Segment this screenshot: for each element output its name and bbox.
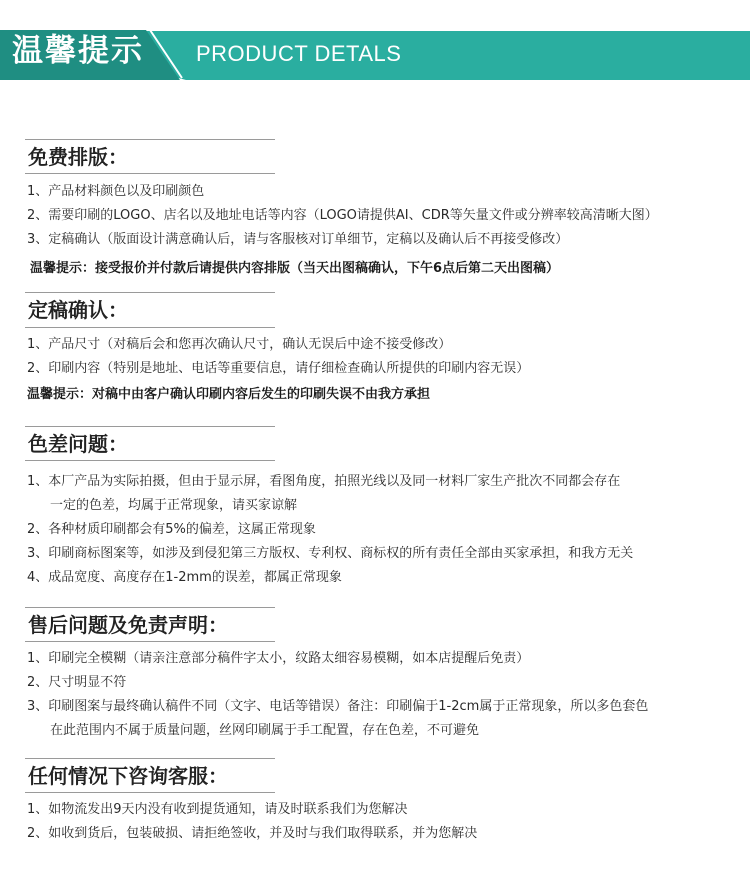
list-item: 1、本厂产品为实际拍摄，但由于显示屏，看图角度，拍照光线以及同一材料厂家生产批次不同都会存在 — [27, 474, 621, 489]
section-title-free-layout: 免费排版： — [28, 145, 128, 169]
list-item: 1、如物流发出9天内没有收到提货通知，请及时联系我们为您解决 — [27, 802, 408, 817]
section-divider — [25, 327, 275, 328]
list-item: 3、印刷商标图案等，如涉及到侵犯第三方版权、专利权、商标权的所有责任全部由买家承担，和我方无关 — [27, 546, 634, 561]
section-title-contact-service: 任何情况下咨询客服： — [28, 764, 228, 788]
list-item: 4、成品宽度、高度存在1-2mm的误差，都属正常现象 — [27, 570, 342, 585]
header-banner — [0, 0, 750, 80]
warm-tip-note: 温馨提示：接受报价并付款后请提供内容排版（当天出图稿确认，下午6点后第二天出图稿） — [30, 261, 560, 276]
list-item: 3、定稿确认（版面设计满意确认后，请与客服核对订单细节，定稿以及确认后不再接受修改） — [27, 232, 569, 247]
list-item: 2、如收到货后，包装破损、请拒绝签收，并及时与我们取得联系，并为您解决 — [27, 826, 478, 841]
list-item: 1、产品尺寸（对稿后会和您再次确认尺寸，确认无误后中途不接受修改） — [27, 337, 452, 352]
section-title-final-confirm: 定稿确认： — [28, 298, 128, 322]
list-item: 2、各种材质印刷都会有5%的偏差，这属正常现象 — [27, 522, 316, 537]
section-divider — [25, 460, 275, 461]
list-item: 3、印刷图案与最终确认稿件不同（文字、电话等错误）备注：印刷偏于1-2cm属于正常现象，所以多色套色 — [27, 699, 649, 714]
section-divider — [25, 758, 275, 759]
banner-subtitle: PRODUCT DETALS — [196, 41, 402, 66]
list-item-continued: 在此范围内不属于质量问题，丝网印刷属于手工配置，存在色差，不可避免 — [50, 723, 480, 738]
list-item-continued: 一定的色差，均属于正常现象，请买家谅解 — [50, 498, 298, 513]
banner-title: 温馨提示 — [12, 33, 144, 69]
section-title-after-sales: 售后问题及免责声明： — [28, 613, 228, 637]
warm-tip-note: 温馨提示：对稿中由客户确认印刷内容后发生的印刷失误不由我方承担 — [27, 387, 431, 402]
list-item: 1、印刷完全模糊（请亲注意部分稿件字太小，纹路太细容易模糊，如本店提醒后免责） — [27, 651, 530, 666]
section-divider — [25, 173, 275, 174]
list-item: 2、尺寸明显不符 — [27, 675, 127, 690]
section-divider — [25, 792, 275, 793]
section-divider — [25, 641, 275, 642]
section-divider — [25, 426, 275, 427]
section-divider — [25, 139, 275, 140]
section-divider — [25, 607, 275, 608]
list-item: 1、产品材料颜色以及印刷颜色 — [27, 184, 205, 199]
list-item: 2、需要印刷的LOGO、店名以及地址电话等内容（LOGO请提供AI、CDR等矢量文件或分辨率较高清晰大图） — [27, 208, 658, 223]
section-divider — [25, 292, 275, 293]
section-title-color-difference: 色差问题： — [28, 432, 128, 456]
list-item: 2、印刷内容（特别是地址、电话等重要信息，请仔细检查确认所提供的印刷内容无误） — [27, 361, 530, 376]
